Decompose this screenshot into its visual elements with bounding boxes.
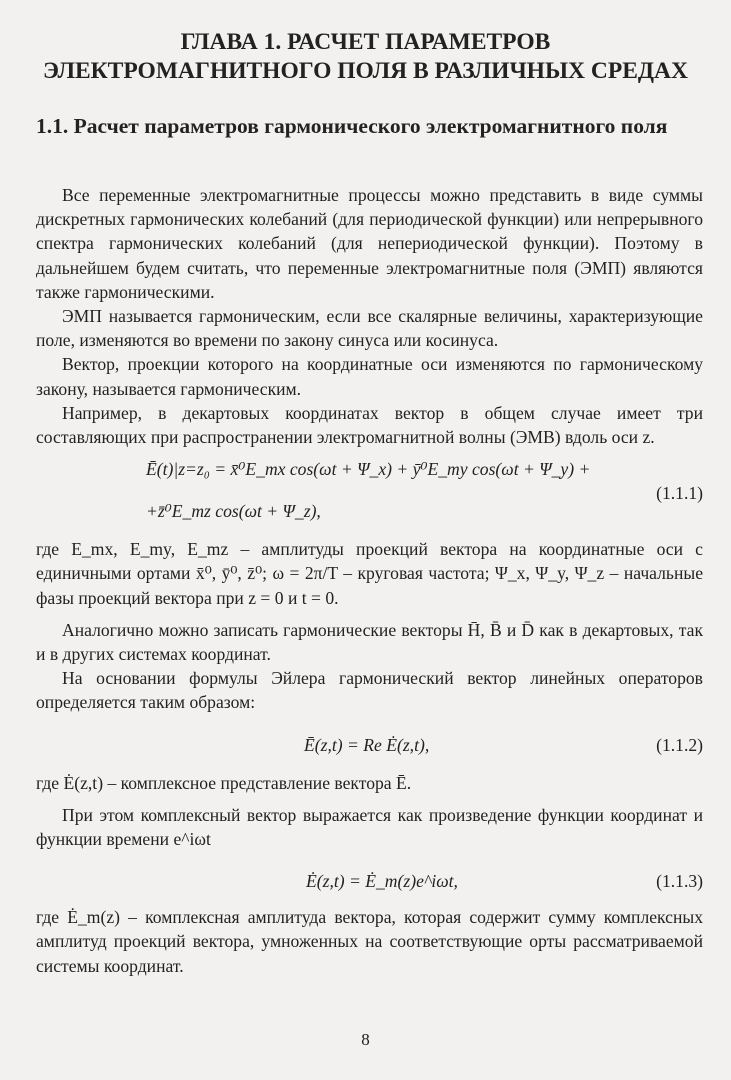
formula-1-1-3	[36, 855, 703, 905]
formula-1-1-2	[36, 721, 703, 771]
paragraph-complex-representation: где Ė(z,t) – комплексное представление вектора Ē.	[36, 772, 412, 793]
equation-number: (1.1.3)	[656, 871, 703, 892]
equation-number: (1.1.1)	[656, 483, 703, 504]
paragraph-euler: На основании формулы Эйлера гармонический вектор линейных операторов определяется таким образом:	[36, 668, 703, 713]
chapter-title	[0, 28, 731, 86]
paragraph-cartesian-example: Например, в декартовых координатах вектор в общем случае имеет три составляющих при распространении электромагнитной волны (ЭМВ) вдоль оси z.	[36, 402, 703, 448]
chapter-title-line-1: ГЛАВА 1. РАСЧЕТ ПАРАМЕТРОВ	[180, 29, 551, 55]
equation-number: (1.1.2)	[656, 734, 703, 755]
paragraph-amplitudes: где E_mx, E_my, E_mz – амплитуды проекций вектора на координатные оси с единичными ортами x̄⁰, ȳ⁰, z̄⁰; ω = 2π/T – круговая частота; Ψ_x, Ψ_y, Ψ_z – начальные фазы проекций вектора при z = 0 и t = 0.	[36, 539, 703, 608]
chapter-title-line-2: ЭЛЕКТРОМАГНИТНОГО ПОЛЯ В РАЗЛИЧНЫХ СРЕДАХ	[42, 58, 688, 84]
section-title: 1.1. Расчет параметров гармонического электромагнитного поля	[36, 114, 668, 138]
formula-1-1-2-expression: Ē(z,t) = Re Ė(z,t),	[304, 734, 430, 755]
paragraph-analogous-vectors: Аналогично можно записать гармонические векторы H̄, B̄ и D̄ как в декартовых, так и в других системах координат.	[36, 619, 703, 665]
formula-1-1-1-line-2: +z̄⁰E_mz cos(ωt + Ψ_z),	[146, 501, 321, 522]
paragraph-emp-definition: ЭМП называется гармоническим, если все скалярные величины, характеризующие поле, изменяются во времени по закону синуса или косинуса.	[36, 306, 703, 351]
formula-1-1-1-line-1: Ē(t)|z=z₀ = x̄⁰E_mx cos(ωt + Ψ_x) + ȳ⁰E_my cos(ωt + Ψ_y) +	[146, 459, 591, 480]
page-number: 8	[361, 1030, 370, 1049]
formula-1-1-1	[36, 457, 703, 537]
paragraph-complex-vector: При этом комплексный вектор выражается как произведение функции координат и функции времени e^iωt	[36, 804, 703, 850]
body-text	[36, 183, 703, 978]
paragraph-complex-amplitude: где Ė_m(z) – комплексная амплитуда вектора, которая содержит сумму комплексных амплитуд проекций вектора, умноженных на соответствующие орты рассматриваемой системы координат.	[36, 907, 703, 976]
paragraph-vector-definition: Вектор, проекции которого на координатные оси изменяются по гармоническому закону, называется гармоническим.	[36, 354, 703, 399]
paragraph-intro: Все переменные электромагнитные процессы можно представить в виде суммы дискретных гармонических колебаний (для периодической функции) или непрерывного спектра гармонических колебаний (для непериодической функции). Поэтому в дальнейшем будем считать, что переменные электромагнитные поля (ЭМП) являются также гармоническими.	[36, 185, 703, 302]
formula-1-1-3-expression: Ė(z,t) = Ė_m(z)e^iωt,	[306, 871, 458, 892]
